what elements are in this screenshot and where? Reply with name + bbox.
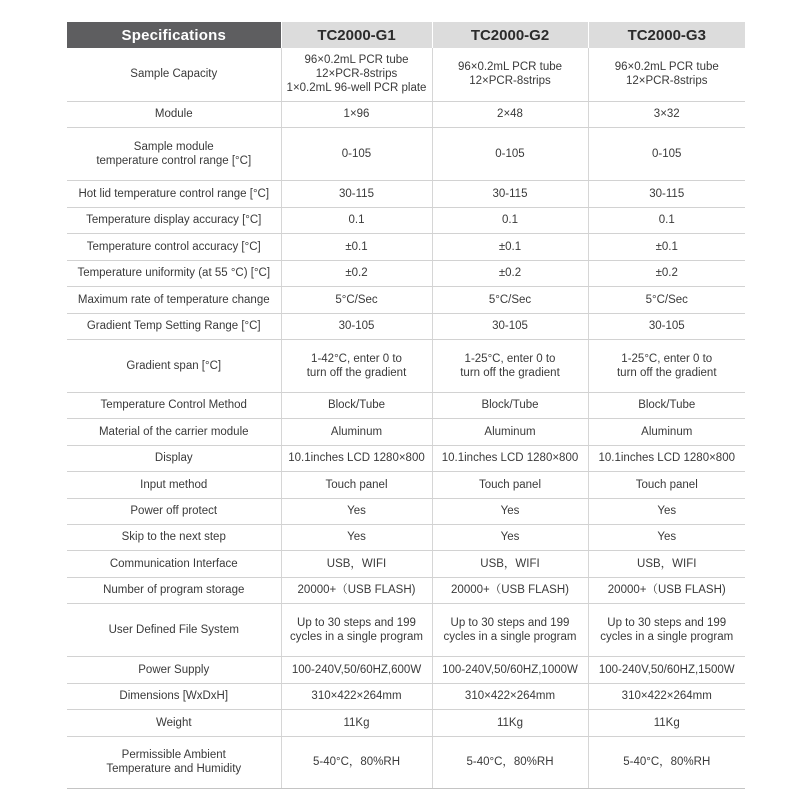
spec-value-g2: 5°C/Sec — [432, 286, 588, 313]
spec-label: Power off protect — [67, 498, 281, 524]
spec-label: Weight — [67, 709, 281, 736]
spec-value-g3: Touch panel — [588, 471, 745, 498]
spec-label: Temperature Control Method — [67, 392, 281, 418]
table-row — [67, 127, 745, 180]
specifications-body — [67, 48, 745, 788]
spec-label: Temperature display accuracy [°C] — [67, 207, 281, 233]
spec-value-g2: 10.1inches LCD 1280×800 — [432, 445, 588, 471]
model-header-g1: TC2000-G1 — [281, 22, 432, 48]
table-row — [67, 709, 745, 736]
spec-value-g3: Up to 30 steps and 199 cycles in a single program — [588, 603, 745, 656]
spec-value-g2: 0.1 — [432, 207, 588, 233]
spec-value-g2: Yes — [432, 498, 588, 524]
table-row — [67, 736, 745, 788]
spec-value-g1: Yes — [281, 524, 432, 550]
spec-label: Gradient Temp Setting Range [°C] — [67, 313, 281, 339]
spec-value-g2: Aluminum — [432, 418, 588, 445]
spec-value-g3: 5°C/Sec — [588, 286, 745, 313]
spec-label: Maximum rate of temperature change — [67, 286, 281, 313]
table-row — [67, 392, 745, 418]
spec-value-g2: 96×0.2mL PCR tube 12×PCR-8strips — [432, 48, 588, 101]
table-row — [67, 498, 745, 524]
spec-value-g3: 30-105 — [588, 313, 745, 339]
model-header-g3: TC2000-G3 — [588, 22, 745, 48]
spec-value-g1: 30-115 — [281, 180, 432, 207]
spec-label: Temperature uniformity (at 55 °C) [°C] — [67, 260, 281, 286]
spec-value-g3: 30-115 — [588, 180, 745, 207]
spec-label: Material of the carrier module — [67, 418, 281, 445]
spec-value-g2: 100-240V,50/60HZ,1000W — [432, 656, 588, 683]
table-row — [67, 339, 745, 392]
spec-value-g2: 1-25°C, enter 0 to turn off the gradient — [432, 339, 588, 392]
model-header-g2: TC2000-G2 — [432, 22, 588, 48]
table-row — [67, 656, 745, 683]
spec-label: Number of program storage — [67, 577, 281, 603]
spec-value-g2: Yes — [432, 524, 588, 550]
spec-label: Power Supply — [67, 656, 281, 683]
table-row — [67, 418, 745, 445]
spec-value-g3: 20000+（USB FLASH) — [588, 577, 745, 603]
table-row — [67, 313, 745, 339]
spec-value-g1: 20000+（USB FLASH) — [281, 577, 432, 603]
spec-label: Dimensions [WxDxH] — [67, 683, 281, 709]
table-row — [67, 101, 745, 127]
spec-value-g1: 100-240V,50/60HZ,600W — [281, 656, 432, 683]
spec-label: Sample module temperature control range [°C] — [67, 127, 281, 180]
spec-value-g3: Yes — [588, 524, 745, 550]
spec-value-g1: 10.1inches LCD 1280×800 — [281, 445, 432, 471]
table-row — [67, 603, 745, 656]
table-row — [67, 233, 745, 260]
table-row — [67, 48, 745, 101]
spec-value-g1: 1-42°C, enter 0 to turn off the gradient — [281, 339, 432, 392]
spec-value-g2: Up to 30 steps and 199 cycles in a single program — [432, 603, 588, 656]
spec-value-g3: Yes — [588, 498, 745, 524]
spec-value-g2: 20000+（USB FLASH) — [432, 577, 588, 603]
spec-value-g1: ±0.2 — [281, 260, 432, 286]
spec-value-g2: Block/Tube — [432, 392, 588, 418]
spec-label: Gradient span [°C] — [67, 339, 281, 392]
table-row — [67, 577, 745, 603]
spec-value-g1: Block/Tube — [281, 392, 432, 418]
spec-value-g2: 0-105 — [432, 127, 588, 180]
table-row — [67, 683, 745, 709]
spec-label: Temperature control accuracy [°C] — [67, 233, 281, 260]
spec-value-g2: 30-105 — [432, 313, 588, 339]
spec-value-g1: 1×96 — [281, 101, 432, 127]
spec-value-g3: ±0.1 — [588, 233, 745, 260]
spec-label: Permissible Ambient Temperature and Humidity — [67, 736, 281, 788]
spec-value-g3: ±0.2 — [588, 260, 745, 286]
spec-value-g2: 310×422×264mm — [432, 683, 588, 709]
spec-label: Hot lid temperature control range [°C] — [67, 180, 281, 207]
table-row — [67, 471, 745, 498]
spec-value-g3: Block/Tube — [588, 392, 745, 418]
spec-label: Display — [67, 445, 281, 471]
spec-value-g1: 96×0.2mL PCR tube 12×PCR-8strips 1×0.2mL 96-well PCR plate — [281, 48, 432, 101]
spec-value-g3: 11Kg — [588, 709, 745, 736]
spec-value-g2: 2×48 — [432, 101, 588, 127]
spec-value-g3: 1-25°C, enter 0 to turn off the gradient — [588, 339, 745, 392]
spec-value-g1: 0.1 — [281, 207, 432, 233]
spec-value-g1: Up to 30 steps and 199 cycles in a single program — [281, 603, 432, 656]
spec-label: Input method — [67, 471, 281, 498]
spec-value-g3: 3×32 — [588, 101, 745, 127]
spec-value-g3: 10.1inches LCD 1280×800 — [588, 445, 745, 471]
spec-value-g1: 5-40°C，80%RH — [281, 736, 432, 788]
spec-value-g2: USB，WIFI — [432, 550, 588, 577]
spec-value-g1: ±0.1 — [281, 233, 432, 260]
spec-label: User Defined File System — [67, 603, 281, 656]
spec-value-g2: 30-115 — [432, 180, 588, 207]
spec-value-g1: 0-105 — [281, 127, 432, 180]
table-row — [67, 180, 745, 207]
spec-value-g1: 5°C/Sec — [281, 286, 432, 313]
specifications-table — [67, 22, 745, 789]
spec-value-g1: Yes — [281, 498, 432, 524]
spec-value-g1: USB，WIFI — [281, 550, 432, 577]
spec-value-g3: 5-40°C，80%RH — [588, 736, 745, 788]
spec-value-g2: ±0.1 — [432, 233, 588, 260]
spec-value-g3: 0-105 — [588, 127, 745, 180]
spec-value-g3: 96×0.2mL PCR tube 12×PCR-8strips — [588, 48, 745, 101]
spec-value-g3: 100-240V,50/60HZ,1500W — [588, 656, 745, 683]
spec-value-g1: 310×422×264mm — [281, 683, 432, 709]
specifications-header: Specifications — [67, 22, 281, 48]
spec-label: Communication Interface — [67, 550, 281, 577]
spec-value-g2: Touch panel — [432, 471, 588, 498]
spec-label: Module — [67, 101, 281, 127]
table-row — [67, 445, 745, 471]
spec-value-g3: Aluminum — [588, 418, 745, 445]
spec-value-g3: 0.1 — [588, 207, 745, 233]
spec-value-g2: 5-40°C，80%RH — [432, 736, 588, 788]
spec-value-g2: ±0.2 — [432, 260, 588, 286]
spec-value-g1: Aluminum — [281, 418, 432, 445]
table-row — [67, 524, 745, 550]
spec-value-g1: Touch panel — [281, 471, 432, 498]
spec-value-g3: 310×422×264mm — [588, 683, 745, 709]
spec-value-g1: 11Kg — [281, 709, 432, 736]
spec-value-g1: 30-105 — [281, 313, 432, 339]
spec-label: Sample Capacity — [67, 48, 281, 101]
table-row — [67, 260, 745, 286]
table-row — [67, 207, 745, 233]
table-row — [67, 550, 745, 577]
header-row — [67, 22, 745, 48]
table-row — [67, 286, 745, 313]
spec-value-g2: 11Kg — [432, 709, 588, 736]
spec-value-g3: USB，WIFI — [588, 550, 745, 577]
spec-label: Skip to the next step — [67, 524, 281, 550]
